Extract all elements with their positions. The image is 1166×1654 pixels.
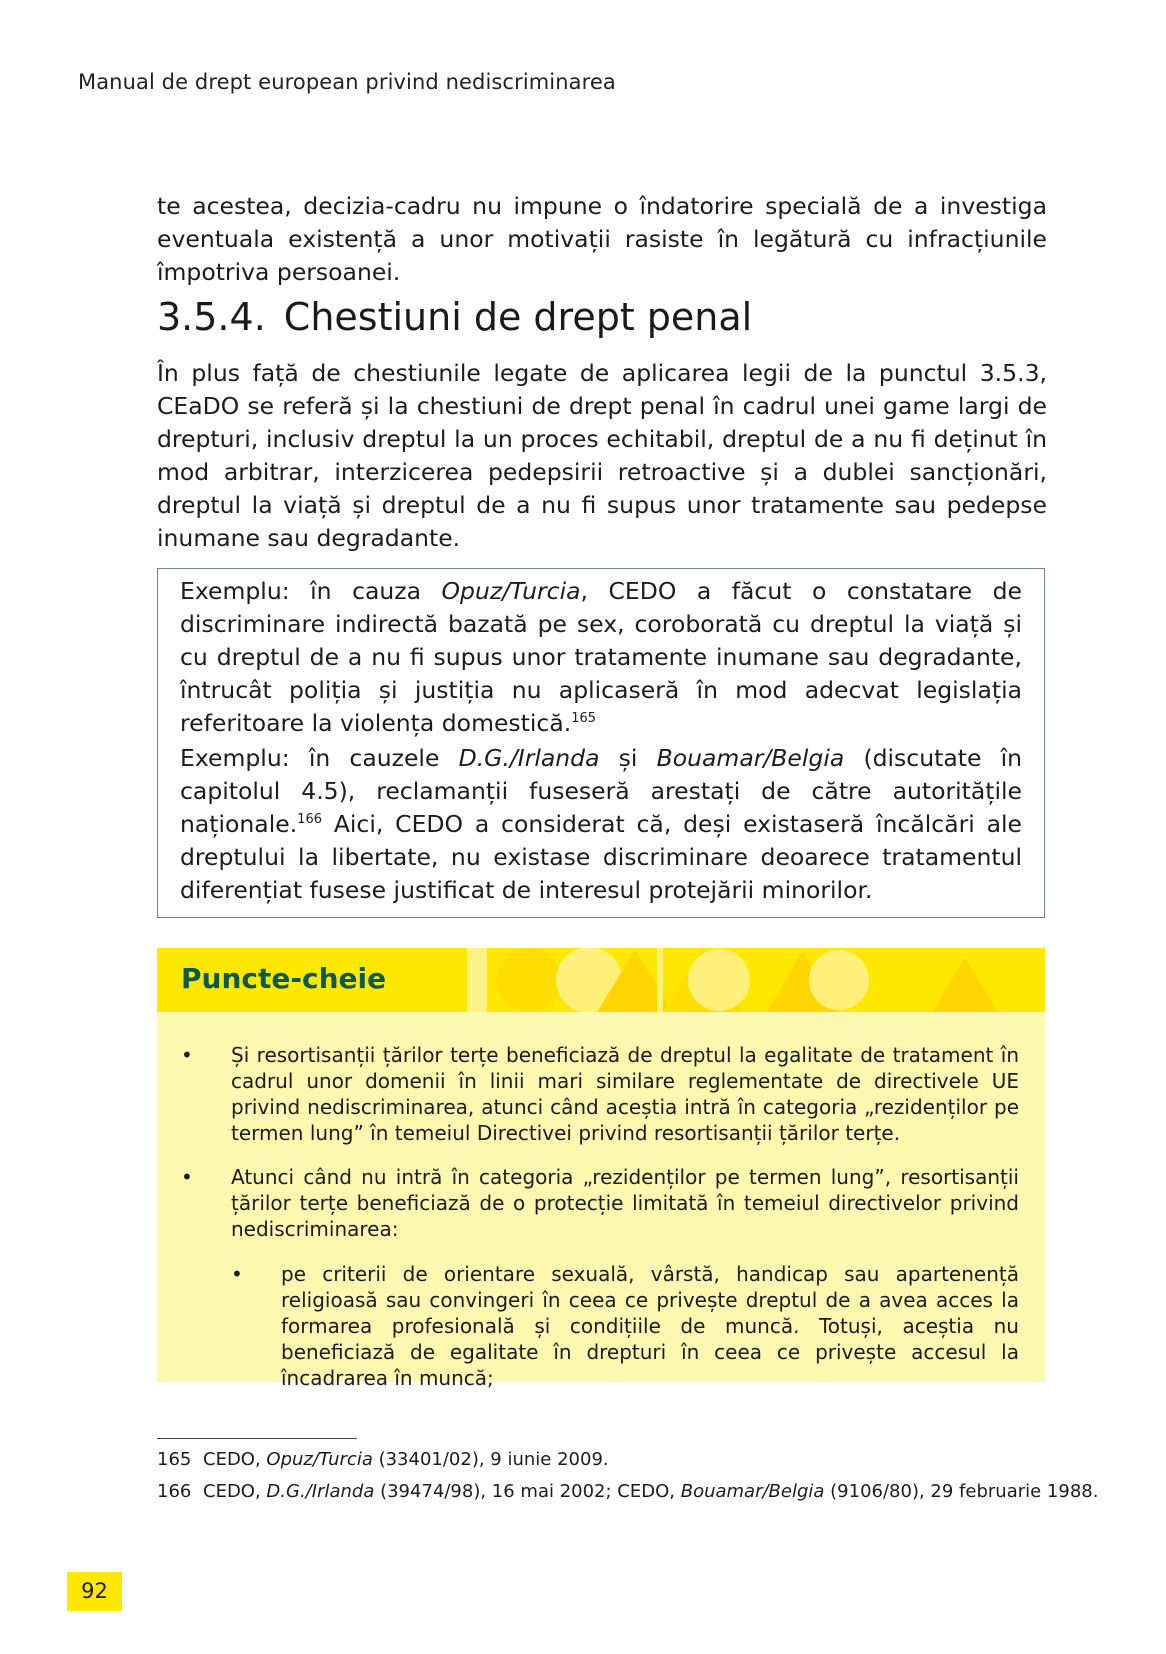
key-point-subtext: pe criterii de orientare sexuală, vârstă, handicap sau apartenență religioasă sau convingeri în ceea ce privește dreptul de a avea acces la formarea profesională și condițiile de muncă. Totuși, aceștia nu beneficiază de egalitate în drepturi în ceea ce privește accesul la încadrarea în muncă; — [281, 1262, 1019, 1390]
example-2-and: și — [599, 744, 657, 772]
page-number: 92 — [67, 1572, 122, 1611]
bullet-icon: • — [181, 1165, 193, 1189]
key-point-subitem — [231, 1261, 1019, 1391]
footnote-case: Opuz/Turcia — [266, 1449, 373, 1470]
example-2 — [180, 742, 1022, 907]
example-2-case-2: Bouamar/Belgia — [656, 744, 845, 772]
footnote-suffix: (33401/02), 9 iunie 2009. — [372, 1449, 609, 1470]
section-title: Chestiuni de drept penal — [283, 295, 753, 339]
example-1 — [180, 575, 1022, 740]
footnote-166 — [157, 1480, 1098, 1504]
example-2-prefix: Exemplu: în cauzele — [180, 744, 459, 772]
section-heading — [157, 295, 752, 339]
example-1-case: Opuz/Turcia — [441, 577, 581, 605]
key-points-header — [157, 948, 1045, 1012]
key-point-item — [181, 1042, 1019, 1146]
footnote-number: 166 — [157, 1481, 192, 1502]
footnote-ref-165[interactable]: 165 — [571, 711, 597, 726]
example-2-text-2: Aici, CEDO a considerat că, deși existaseră încălcări ale dreptului la libertate, nu existase discriminare deoarece tratamentul diferențiat fusese justificat de interesul protejării minorilor. — [180, 810, 1022, 904]
section-number: 3.5.4. — [157, 295, 266, 339]
intro-paragraph: te acestea, decizia-cadru nu impune o îndatorire specială de a investiga eventuala existență a unor motivații rasiste în legătură cu infracțiunile împotriva persoanei. — [157, 192, 1047, 286]
footnote-suffix: (9106/80), 29 februarie 1988. — [824, 1481, 1099, 1502]
bullet-icon: • — [231, 1262, 243, 1286]
example-1-text: , CEDO a făcut o constatare de discriminare indirectă bazată pe sex, coroborată cu dreptul la viață și cu dreptul de a nu fi supus unor tratamente inumane sau degradante, întrucât poliția și justiția nu aplicaseră în mod adecvat legislația referitoare la violența domestică. — [180, 577, 1022, 737]
footnote-case: D.G./Irlanda — [266, 1481, 375, 1502]
example-2-case-1: D.G./Irlanda — [458, 744, 600, 772]
footnote-prefix: CEDO, — [203, 1449, 267, 1470]
footnote-case-2: Bouamar/Belgia — [680, 1481, 825, 1502]
footnote-prefix: CEDO, — [203, 1481, 267, 1502]
key-point-text: Atunci când nu intră în categoria „rezidenților pe termen lung”, resortisanții țărilor terțe beneficiază de o protecție limitată în temeiul directivelor privind nediscriminarea: — [231, 1165, 1019, 1241]
footnote-divider — [157, 1438, 357, 1439]
key-point-item — [181, 1164, 1019, 1242]
example-box — [157, 568, 1045, 918]
footnote-number: 165 — [157, 1449, 192, 1470]
footnote-ref-166[interactable]: 166 — [297, 812, 322, 827]
example-1-prefix: Exemplu: în cauza — [180, 577, 442, 605]
example-2-text-1: (discutate în capitolul 4.5), reclamanții fuseseră arestați de către autoritățile naționale. — [180, 744, 1023, 838]
bullet-icon: • — [181, 1043, 193, 1067]
footnote-middle: (39474/98), 16 mai 2002; CEDO, — [374, 1481, 681, 1502]
footnote-165 — [157, 1448, 609, 1472]
key-points-title: Puncte-cheie — [181, 962, 387, 995]
running-header: Manual de drept european privind nediscriminarea — [78, 70, 616, 94]
key-points-box — [157, 948, 1045, 1390]
key-point-text: Și resortisanții țărilor terțe beneficiază de dreptul la egalitate de tratament în cadrul unor domenii în linii mari similare reglementate de directivele UE privind nediscriminarea, atunci când aceștia intră în categoria „rezidenților pe termen lung” în temeiul Directivei privind resortisanții țărilor terțe. — [231, 1043, 1019, 1145]
section-paragraph: În plus față de chestiunile legate de aplicarea legii de la punctul 3.5.3, CEaDO se referă și la chestiuni de drept penal în cadrul unei game largi de drepturi, inclusiv dreptul la un proces echitabil, dreptul de a nu fi deținut în mod arbitrar, interzicerea pedepsirii retroactive și a dublei sancționări, dreptul la viață și dreptul de a nu fi supus unor tratamente sau pedepse inumane sau degradante. — [157, 359, 1047, 552]
